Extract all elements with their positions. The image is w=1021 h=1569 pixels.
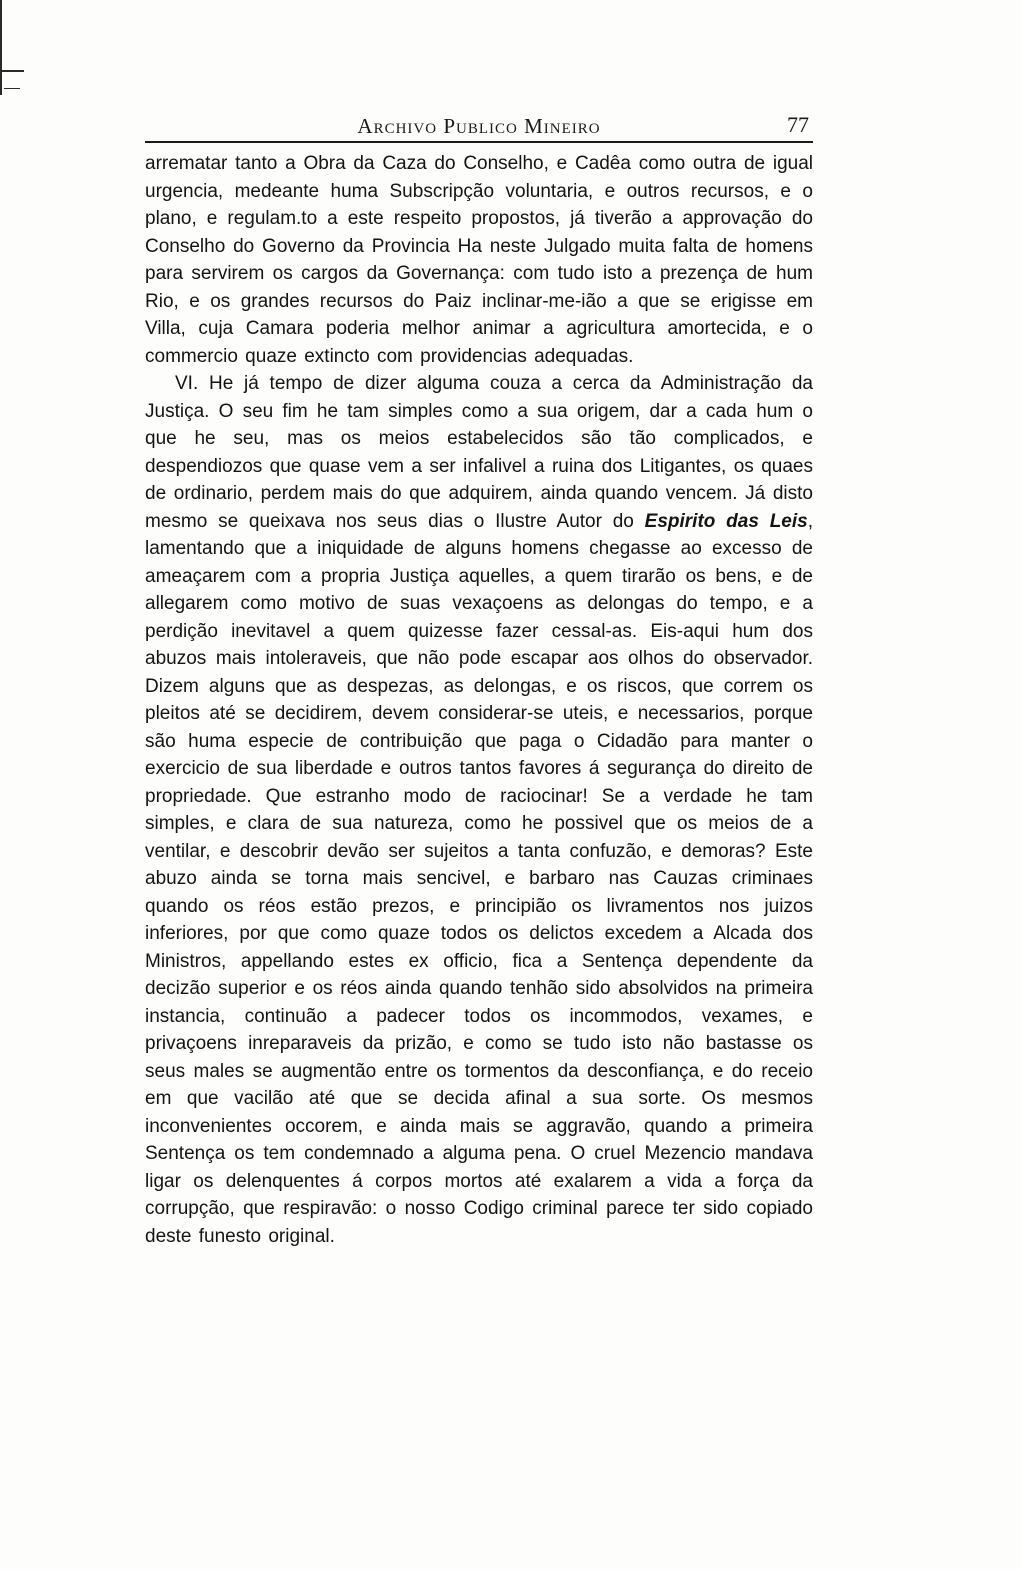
paragraph [145, 370, 813, 1250]
italic-title: Espirito das Leis [644, 510, 808, 532]
scan-edge-mark [0, 0, 2, 95]
paragraph [145, 150, 813, 370]
header-rule [145, 141, 813, 143]
page-number: 77 [787, 112, 809, 137]
running-header [145, 112, 813, 142]
text-segment: arrematar tanto a Obra da Caza do Conselho, e Cadêa como outra de igual urgencia, medeante huma Subscripção voluntaria, e outros recursos, e o plano, e regulam.to a este respeito propostos, já tiverão a approvação do Conselho do Governo da Provincia Ha neste Julgado muita falta de homens para servirem os cargos da Governança: com tudo isto a prezença de hum Rio, e os grandes recursos do Paiz inclinar-me-ião a que se erigisse em Villa, cuja Camara poderia melhor animar a agricultura amortecida, e o commercio quaze extincto com providencias adequadas. [145, 153, 813, 367]
scan-edge-mark [2, 70, 24, 72]
scan-edge-mark [4, 88, 20, 89]
body-text [145, 150, 813, 1250]
header-title: Archivo Publico Mineiro [357, 114, 601, 138]
text-segment: VI. He já tempo de dizer alguma couza a cerca da Administração da Justiça. O seu fim he tam simples como a sua origem, dar a cada hum o que he seu, mas os meios estabelecidos são tão complicados, e despendiozos que quase vem a ser infalivel a ruina dos Litigantes, os quaes de ordinario, perdem mais do que adquirem, ainda quando vencem. Já disto mesmo se queixava nos seus dias o Ilustre Autor do [145, 373, 813, 532]
text-segment: , lamentando que a iniquidade de alguns homens chegasse ao excesso de ameaçarem com a propria Justiça aquelles, a quem tirarão os bens, e de allegarem como motivo de suas vexaçoens as delongas do tempo, e a perdição inevitavel a quem quizesse fazer cessal-as. Eis-aqui hum dos abuzos mais intoleraveis, que não pode escapar aos olhos do observador. Dizem alguns que as despezas, as delongas, e os riscos, que correm os pleitos até se decidirem, devem considerar-se uteis, e necessarios, porque são huma especie de contribuição que paga o Cidadão para manter o exercicio de sua liberdade e outros tantos favores á segurança do direito de propriedade. Que estranho modo de raciocinar! Se a verdade he tam simples, e clara de sua natureza, como he possivel que os meios de a ventilar, e descobrir devão ser sujeitos a tanta confuzão, e demoras? Este abuzo ainda se torna mais sencivel, e barbaro nas Cauzas criminaes quando os réos estão prezos, e principião os livramentos nos juizos inferiores, por que como quaze todos os delictos excedem a Alcada dos Ministros, appellando estes ex officio, fica a Sentença dependente da decizão superior e os réos ainda quando tenhão sido absolvidos na primeira instancia, continuão a padecer todos os incommodos, vexames, e privaçoens inreparaveis da prizão, e como se tudo isto não bastasse os seus males se augmentão entre os tormentos da desconfiança, e do receio em que vacilão até que se decida afinal a sua sorte. Os mesmos inconvenientes occorem, e ainda mais se aggravão, quando a primeira Sentença os tem condemnado a alguma pena. O cruel Mezencio mandava ligar os delenquentes á corpos mortos até exalarem a vida a força da corrupção, que respiravão: o nosso Codigo criminal parece ter sido copiado deste funesto original. [145, 510, 813, 1247]
